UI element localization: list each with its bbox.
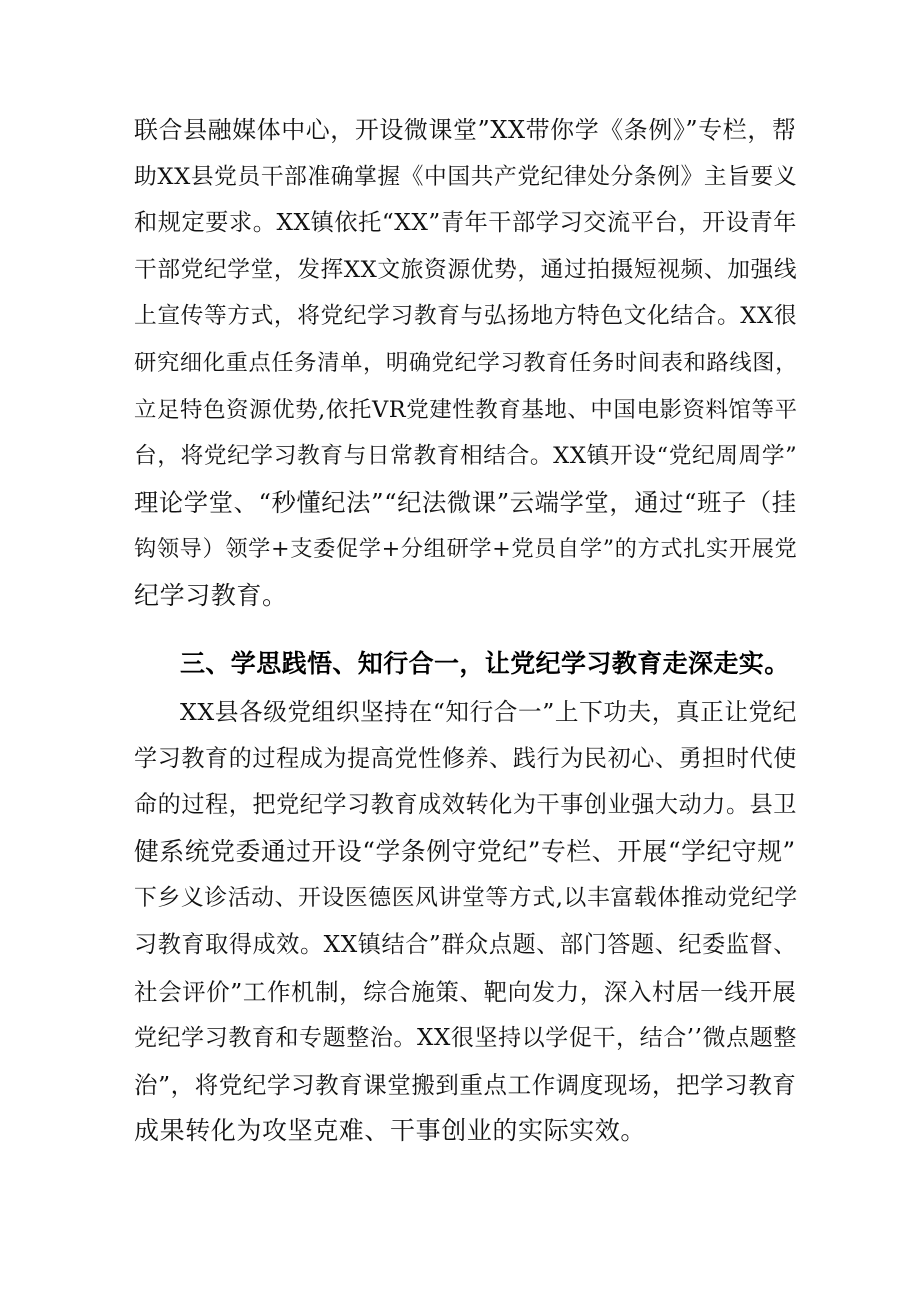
section-heading: 三、学思践悟、知行合一，让党纪学习教育走深走实。: [180, 649, 790, 678]
text-line: 钩领导）领学+支委促学+分组研学+党员自学”的方式扎实开展党: [134, 536, 798, 563]
body-paragraph-2: [134, 689, 796, 1155]
text-line: 理论学堂、“秒懂纪法”“纪法微课”云端学堂，通过“班子（挂: [134, 487, 797, 517]
text-line: 联合县融媒体中心，开设微课堂”XX带你学《条例》”专栏，帮: [134, 116, 797, 144]
text-line: 学习教育的过程成为提高党性修养、践行为民初心、勇担时代使: [134, 745, 797, 772]
text-line: 社会评价”工作机制，综合施策、靶向发力，深入村居一线开展: [134, 977, 797, 1006]
text-line: 研究细化重点任务清单，明确党纪学习教育任务时间表和路线图，: [134, 349, 799, 376]
text-line: 和规定要求。XX镇依托“XX”青年干部学习交流平台，开设青年: [134, 210, 797, 237]
text-line: 上宣传等方式，将党纪学习教育与弘扬地方特色文化结合。XX很: [134, 303, 798, 330]
text-line: 下乡义诊活动、开设医德医风讲堂等方式,以丰富载体推动党纪学: [134, 885, 798, 912]
text-line: 成果转化为攻坚克难、干事创业的实际实效。: [134, 1116, 647, 1146]
body-paragraph-1: [134, 107, 799, 620]
text-line: 习教育取得成效。XX镇结合”群众点题、部门答题、纪委监督、: [134, 931, 797, 958]
text-line: 健系统党委通过开设“学条例守党纪”专栏、开展“学纪守规”: [134, 836, 796, 866]
text-line: 台，将党纪学习教育与日常教育相结合。XX镇开设“党纪周周学”: [134, 443, 798, 470]
text-line: 命的过程，把党纪学习教育成效转化为干事创业强大动力。县卫: [134, 792, 797, 819]
text-line: 治”，将党纪学习教育课堂搬到重点工作调度现场，把学习教育: [134, 1070, 797, 1099]
text-line: 干部党纪学堂，发挥XX文旅资源优势，通过拍摄短视频、加强线: [134, 256, 798, 283]
text-line: 助XX县党员干部准确掌握《中国共产党纪律处分条例》主旨要义: [134, 163, 798, 190]
text-line: 立足特色资源优势,依托VR党建性教育基地、中国电影资料馆等平: [134, 396, 798, 423]
text-line: 纪学习教育。: [134, 580, 288, 610]
text-line: XX县各级党组织坚持在“知行合一”上下功夫，真正让党纪: [180, 698, 797, 726]
text-line: 党纪学习教育和专题整治。XX很坚持以学促干，结合’’微点题整: [134, 1025, 797, 1052]
